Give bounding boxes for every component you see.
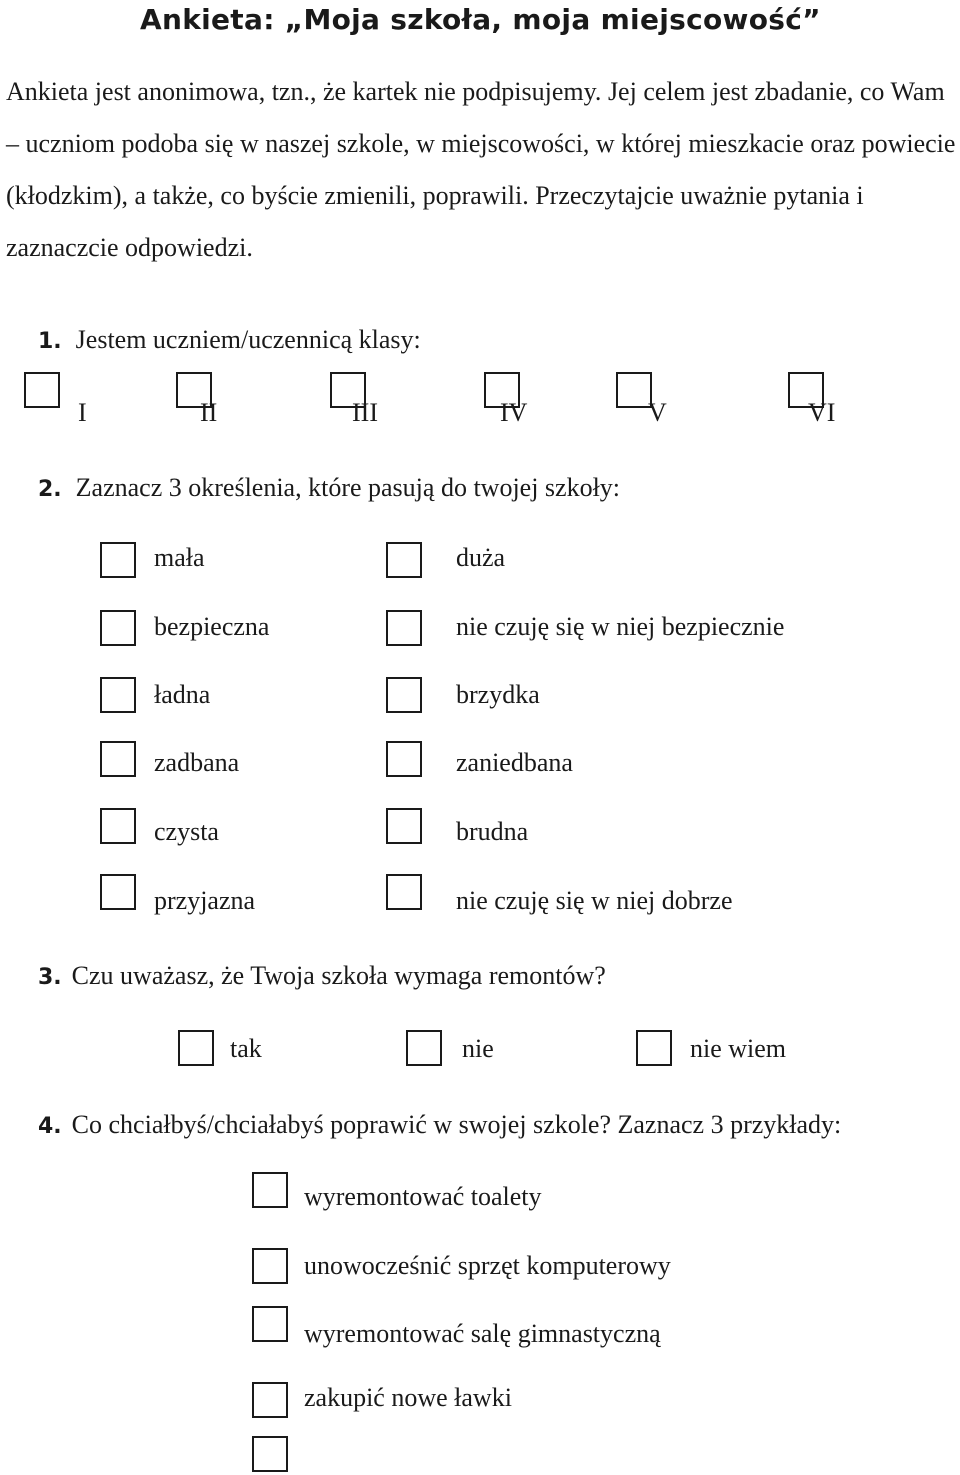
option-label: zadbana (154, 748, 240, 777)
question-4 (38, 1107, 841, 1145)
checkbox-class-1[interactable] (24, 372, 60, 408)
checkbox-ladna[interactable] (100, 677, 136, 713)
option-label: zakupić nowe ławki (304, 1383, 512, 1412)
option-label: nie czuję się w niej bezpiecznie (456, 612, 785, 641)
option-label: duża (456, 543, 506, 572)
intro-paragraph (6, 66, 956, 274)
option-label: nie czuję się w niej dobrze (456, 886, 733, 915)
checkbox-niedobrze[interactable] (386, 874, 422, 910)
question-number: 2. (38, 477, 62, 502)
checkbox-zadbana[interactable] (100, 741, 136, 777)
option-label: bezpieczna (154, 612, 270, 641)
option-label: VI (808, 398, 836, 427)
option-label: tak (230, 1034, 262, 1063)
option-label: wyremontować toalety (304, 1182, 542, 1211)
option-label: V (648, 398, 667, 427)
question-text: Zaznacz 3 określenia, które pasują do twojej szkoły: (75, 473, 621, 502)
checkbox-duza[interactable] (386, 542, 422, 578)
checkbox-zaniedbana[interactable] (386, 741, 422, 777)
checkbox-brzydka[interactable] (386, 677, 422, 713)
option-label: brzydka (456, 680, 540, 709)
option-label: II (200, 398, 218, 427)
option-label: czysta (154, 817, 219, 846)
checkbox-bezpieczna[interactable] (100, 610, 136, 646)
checkbox-toalety[interactable] (252, 1172, 288, 1208)
question-3 (38, 958, 606, 996)
option-label: III (352, 398, 378, 427)
checkbox-sprzet[interactable] (252, 1248, 288, 1284)
question-text: Co chciałbyś/chciałabyś poprawić w swojej szkole? Zaznacz 3 przykłady: (71, 1110, 842, 1139)
question-1 (38, 322, 421, 360)
survey-title: Ankieta: „Moja szkoła, moja miejscowość” (140, 3, 821, 36)
checkbox-sala[interactable] (252, 1306, 288, 1342)
checkbox-nie-wiem[interactable] (636, 1030, 672, 1066)
option-label: ładna (154, 680, 211, 709)
checkbox-czysta[interactable] (100, 808, 136, 844)
option-label: brudna (456, 817, 529, 846)
option-label: unowocześnić sprzęt komputerowy (304, 1251, 671, 1280)
option-label: zaniedbana (456, 748, 573, 777)
option-label: nie wiem (690, 1034, 787, 1063)
option-label: IV (500, 398, 528, 427)
intro-lead: Ankieta jest anonimowa, tzn., że kartek nie podpisujemy. (6, 77, 602, 106)
checkbox-class-5[interactable] (616, 372, 652, 408)
checkbox-niebezpiecznie[interactable] (386, 610, 422, 646)
checkbox-mala[interactable] (100, 542, 136, 578)
checkbox-nie[interactable] (406, 1030, 442, 1066)
checkbox-przyjazna[interactable] (100, 874, 136, 910)
question-text: Czu uważasz, że Twoja szkoła wymaga remontów? (71, 961, 606, 990)
option-label: mała (154, 543, 205, 572)
checkbox-brudna[interactable] (386, 808, 422, 844)
question-number: 1. (38, 329, 62, 354)
option-label: przyjazna (154, 886, 256, 915)
question-2 (38, 470, 620, 508)
checkbox-lawki[interactable] (252, 1382, 288, 1418)
question-number: 3. (38, 965, 62, 990)
question-number: 4. (38, 1114, 62, 1139)
option-label: nie (462, 1034, 494, 1063)
question-text: Jestem uczniem/uczennicą klasy: (75, 325, 421, 354)
checkbox-tak[interactable] (178, 1030, 214, 1066)
intro-text: Jej celem jest zbadanie, co Wam – uczniom podoba się w naszej szkole, w miejscowości, w której mieszkacie oraz powiecie (kłodzkim), a także, co byście zmienili, poprawili. Przeczytajcie uważnie pytania i zaznaczcie odpowiedzi. (6, 77, 956, 262)
checkbox-other[interactable] (252, 1436, 288, 1472)
option-label: I (78, 398, 87, 427)
option-label: wyremontować salę gimnastyczną (304, 1319, 661, 1348)
